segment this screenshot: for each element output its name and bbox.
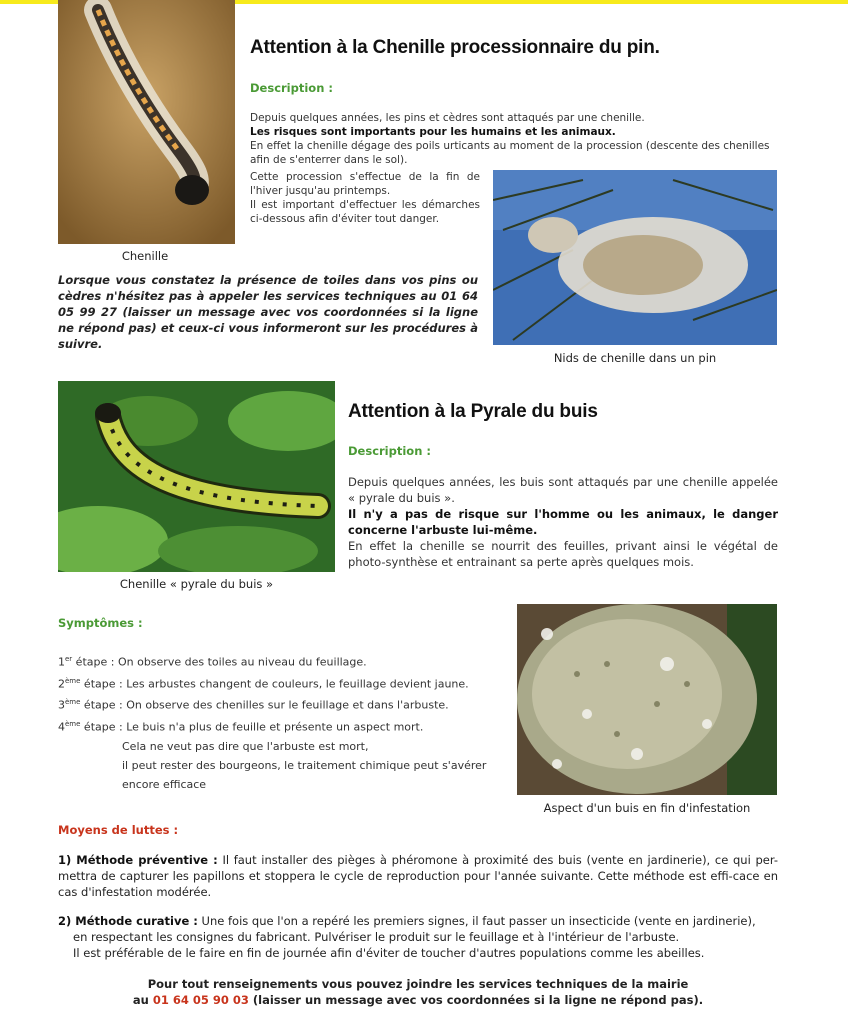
means-method-2 xyxy=(58,913,783,961)
method-1-label: 1) Méthode préventive : xyxy=(58,853,218,867)
section1-notice: Lorsque vous constatez la présence de toiles dans vos pins ou cèdres n'hésitez pas à appeler les services techniques au 01 64 05 99 27 (laisser un message avec vos coordonnées si la ligne ne répond pas) et ceux-ci vous informeront sur les procédures à suivre. xyxy=(58,273,478,351)
method-1-text: Il faut installer des pièges à phéromone à proximité des buis (vente en jardinerie), ce qui per-mettra de capturer les papillons et stoppera le cycle de reproduction pour l'année suivante. Cette méthode est effi-cace en cas d'infestation modérée. xyxy=(58,853,778,899)
section1-para3: En effet la chenille dégage des poils urticants au moment de la procession (descente des chenilles afin de s'enterrer dans le sol). xyxy=(250,140,770,166)
symptom-step-4: 4ème étape : Le buis n'a plus de feuille et présente un aspect mort. xyxy=(58,719,424,734)
symptom-step-3: 3ème étape : On observe des chenilles sur le feuillage et dans l'arbuste. xyxy=(58,698,449,712)
contact-line1: Pour tout renseignements vous pouvez joindre les services techniques de la mairie xyxy=(147,977,689,991)
section2-description-heading: Description : xyxy=(348,444,431,458)
contact-footer xyxy=(58,976,778,1008)
section2-para3: En effet la chenille se nourrit des feuilles, privant ainsi le végétal de photo-synthèse et entrainant sa perte après quelques mois. xyxy=(348,539,778,569)
symptom-step-2: 2ème étape : Les arbustes changent de couleurs, le feuillage devient jaune. xyxy=(58,676,469,691)
section2-body xyxy=(348,474,778,570)
infested-bush-photo xyxy=(517,604,777,795)
method-2-text: Une fois que l'on a repéré les premiers signes, il faut passer un insecticide (vente en jardinerie), xyxy=(197,914,756,928)
means-heading: Moyens de luttes : xyxy=(58,823,179,837)
section1-body-top xyxy=(250,111,780,167)
caption-caterpillar: Chenille xyxy=(121,249,169,263)
section1-body-side xyxy=(250,170,480,226)
section1-para1: Depuis quelques années, les pins et cèdres sont attaqués par une chenille. xyxy=(250,112,645,124)
contact-line2: au 01 64 05 90 03 (laisser un message avec vos coordonnées si la ligne ne répond pas). xyxy=(132,993,704,1007)
symptom-extra-1: Cela ne veut pas dire que l'arbuste est mort, xyxy=(122,739,369,753)
means-method-1 xyxy=(58,852,778,900)
symptom-extra-3: encore efficace xyxy=(122,777,207,791)
caption-bush: Aspect d'un buis en fin d'infestation xyxy=(543,801,751,815)
method-2-line3: Il est préférable de le faire en fin de journée afin d'éviter de toucher d'autres populations comme les abeilles. xyxy=(73,946,705,960)
section1-title: Attention à la Chenille processionnaire du pin. xyxy=(250,37,660,58)
symptom-extra-2: il peut rester des bourgeons, le traitement chimique peut s'avérer xyxy=(122,758,487,772)
contact-phone: 01 64 05 90 03 xyxy=(152,993,249,1007)
caption-nest: Nids de chenille dans un pin xyxy=(553,351,717,365)
section1-para5: Il est important d'effectuer les démarches ci-dessous afin d'éviter tout danger. xyxy=(250,199,480,225)
caterpillar-photo xyxy=(58,0,235,244)
box-caterpillar-photo xyxy=(58,381,335,572)
section1-para2: Les risques sont importants pour les humains et les animaux. xyxy=(250,126,616,138)
nest-photo xyxy=(493,170,777,345)
method-2-label: 2) Méthode curative : xyxy=(58,914,198,928)
section2-para2: Il n'y a pas de risque sur l'homme ou les animaux, le danger concerne l'arbuste lui-même. xyxy=(348,507,778,537)
method-2-line2: en respectant les consignes du fabricant. Pulvériser le produit sur le feuillage et à l'intérieur de l'arbuste. xyxy=(73,930,680,944)
section1-description-heading: Description : xyxy=(250,81,333,95)
symptoms-heading: Symptômes : xyxy=(58,616,143,630)
caption-box-caterpillar: Chenille « pyrale du buis » xyxy=(119,577,274,591)
section2-para1: Depuis quelques années, les buis sont attaqués par une chenille appelée « pyrale du buis ». xyxy=(348,475,778,505)
symptom-step-1: 1er étape : On observe des toiles au niveau du feuillage. xyxy=(58,655,367,669)
section1-para4: Cette procession s'effectue de la fin de l'hiver jusqu'au printemps. xyxy=(250,171,480,197)
section2-title: Attention à la Pyrale du buis xyxy=(348,401,598,422)
symptoms-list xyxy=(58,650,498,794)
